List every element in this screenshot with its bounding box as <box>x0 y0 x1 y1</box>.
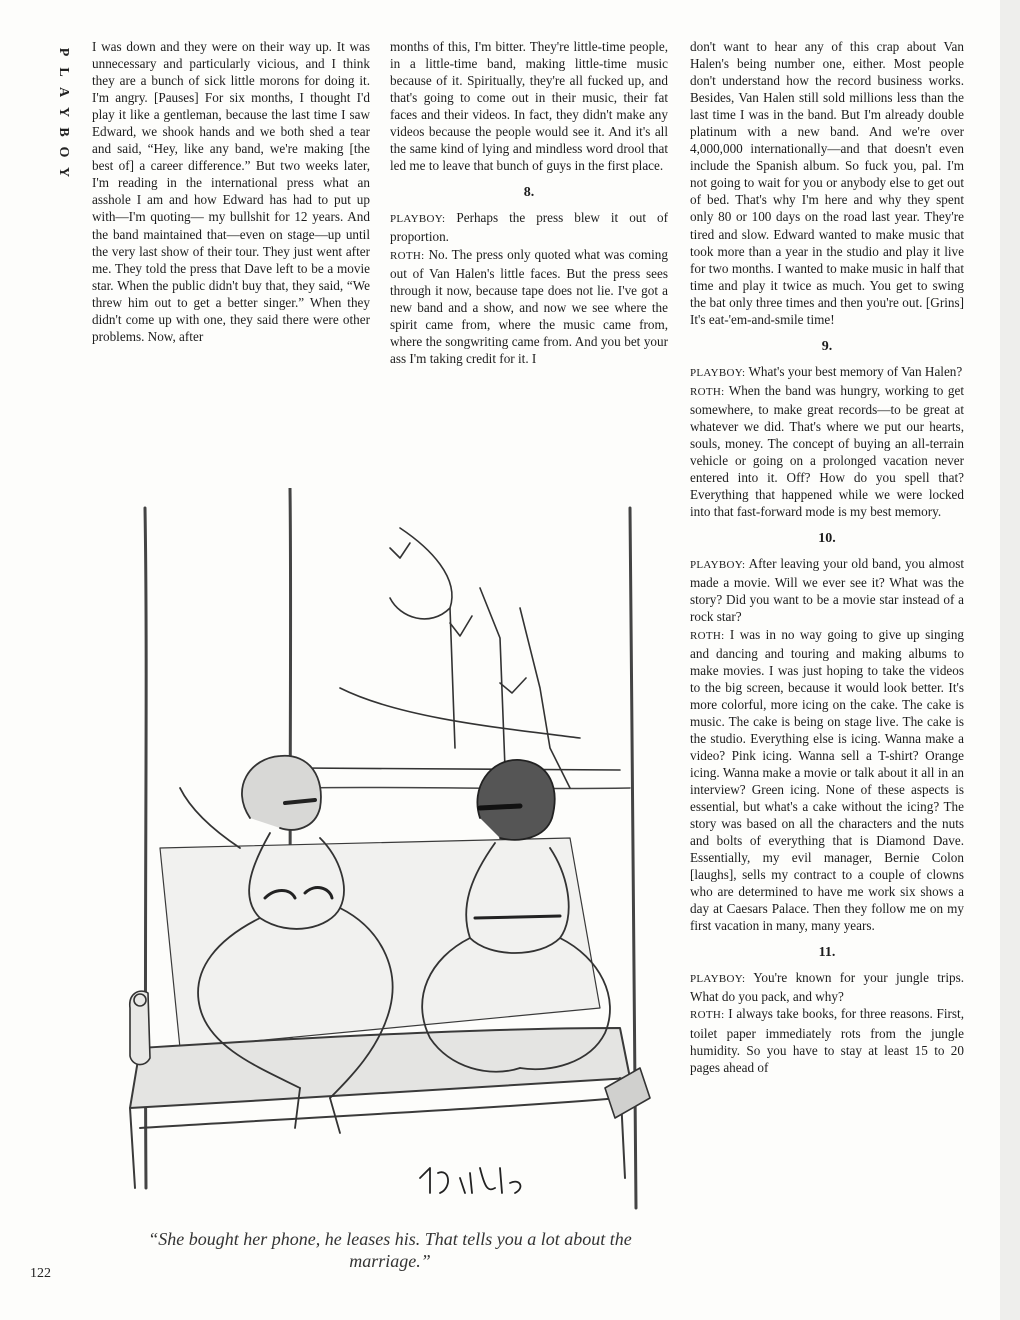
question-text: After leaving your old band, you almost made a movie. Will we ever see it? What was the story? Did you want to be a movie star instead of a rock star? <box>690 556 964 625</box>
speaker-label: ROTH: <box>690 385 725 398</box>
masthead <box>50 42 72 182</box>
question-number: 11. <box>818 945 836 961</box>
answer-text: I was in no way going to give up singing and dancing and touring and making albums to make movies. I was just hoping to take the videos to the big screen, because it would look better. It's more colorful, more icing on the cake. The cake is music. The cake is being on stage live. The cake is the studio. Everything else is icing. Wanna make a video? Pink icing. Wanna sell a T-shirt? Orange icing. Wanna make a movie or talk about it all in an interview? Green icing. None of these aspects is essential, but what's a cake without the icing? The story was based on all the characters and the nuts and bolts of everything that is Diamond Dave. Essentially, my evil manager, Bernie Colon [laughs], sells my contract to a couple of clowns who are determined to have me work six shows a day at Caesars Palace. Then they follow me on my first vacation in many, many years. <box>690 626 965 934</box>
masthead-letter: A <box>56 86 71 98</box>
speaker-label: PLAYBOY: <box>690 973 746 986</box>
bed <box>130 838 630 1188</box>
answer <box>390 246 668 367</box>
window-scenery <box>300 528 620 788</box>
answer-text: No. The press only quoted what was coming out of Van Halen's little faces. But the press sees through it now, because tape does not lie. I've got a new band and a show, and now we see where the spirit came from, where the music came from, where the songwriting came from. And you bet your ass I'm taking credit for it. I <box>390 246 668 366</box>
question-number: 9. <box>821 338 833 354</box>
paragraph: I was down and they were on their way up. It was unnecessary and particularly vicious, and I think they are a bunch of sick little morons for doing it. I'm angry. [Pauses] For six months, I thought I'd play it like a gentleman, because the last time I saw Edward, we shook hands and we both shed a tear and said, “Hey, like any band, we're making [the best of] a career difference.” But two weeks later, I'm reading in the international press what an asshole I am and how Edward has had to put up with—I'm quoting— my bullshit for 12 years. And the band maintained that—even on stage—up until the very last show of their tour. They just went after me. They told the press that Dave left to be a movie star. When the public didn't buy that, they said, “We threw him out to get a better singer.” When they didn't come up with one, they said there were other problems. Now, after <box>92 39 370 344</box>
speaker-label: ROTH: <box>390 249 425 262</box>
speaker-label: ROTH: <box>690 1009 725 1022</box>
masthead-letter: Y <box>56 166 71 178</box>
page-edge <box>1000 0 1020 1320</box>
question-number: 8. <box>523 185 535 201</box>
answer-text: I always take books, for three reasons. First, toilet paper immediately rots from the jungle humidity. So you have to stay at least 15 to 20 pages ahead of <box>690 1006 965 1075</box>
paragraph: don't want to hear any of this crap about Van Halen's being number one, either. Most people don't understand how the record business works. Besides, Van Halen still sold millions less than the last time I was in the band. But I'm already double platinum with a new band. And we're over 4,000,000 internationally—and that doesn't even include the Spanish album. So fuck you, pal. I'm not going to wait for you or anybody else to get out of bed. That's why I'm here and why they spent only 80 or 100 days on the road last year. They're tired and slow. Edward wanted to make music that took more than a year in the studio and play it live for two months. I wanted to make music in half that time and play it twice as much. You get to swing the bat only three times and then you're out. [Grins] It's eat-'em-and-smile time! <box>690 39 964 327</box>
question-text: What's your best memory of Van Halen? <box>748 363 963 379</box>
paragraph: months of this, I'm bitter. They're little-time people, in a little-time band, making little-time music because of it. Spiritually, they're all fucked up, and that's going to come out in their music, their fat faces and their videos. In fact, they didn't make any videos because the people would see it. And it's all the same kind of lying and mindless word drool that led me to leave that bunch of guys in the first place. <box>390 39 668 174</box>
answer <box>690 626 964 935</box>
telephone-left <box>130 991 150 1064</box>
question <box>690 969 964 1005</box>
speaker-label: PLAYBOY: <box>390 213 446 226</box>
masthead-letter: B <box>56 127 71 137</box>
answer-text: When the band was hungry, working to get somewhere, to make great records—to be great at whatever we did. That's where we put our hearts, souls, money. The concept of buying an all-terrain vehicle or going on a prolonged vacation never entered into it. Off? How do you spell that? Everything that happened while we were locked into that fast-forward mode is my best memory. <box>690 382 964 520</box>
text-column-3 <box>690 38 964 1076</box>
masthead-letter: P <box>56 47 71 57</box>
page-number: 122 <box>30 1266 51 1281</box>
question-text: Perhaps the press blew it out of proportion. <box>390 210 669 245</box>
masthead-letter: O <box>56 146 71 158</box>
cartoon-caption: “She bought her phone, he leases his. That tells you a lot about the marriage.” <box>148 1229 632 1271</box>
masthead-letter: Y <box>56 106 71 118</box>
speaker-label: PLAYBOY: <box>690 559 746 572</box>
artist-signature <box>420 1168 520 1193</box>
text-column-1 <box>92 38 370 345</box>
text-column-2 <box>390 38 668 367</box>
question <box>690 555 964 625</box>
question <box>390 209 668 245</box>
question-number: 10. <box>818 531 836 547</box>
answer <box>690 382 964 520</box>
cartoon-illustration <box>100 488 660 1218</box>
masthead-letter: L <box>56 67 71 77</box>
question <box>690 363 964 382</box>
question-text: You're known for your jungle trips. What do you pack, and why? <box>690 970 964 1005</box>
speaker-label: PLAYBOY: <box>690 366 746 379</box>
speaker-label: ROTH: <box>690 629 725 642</box>
answer <box>690 1005 964 1075</box>
